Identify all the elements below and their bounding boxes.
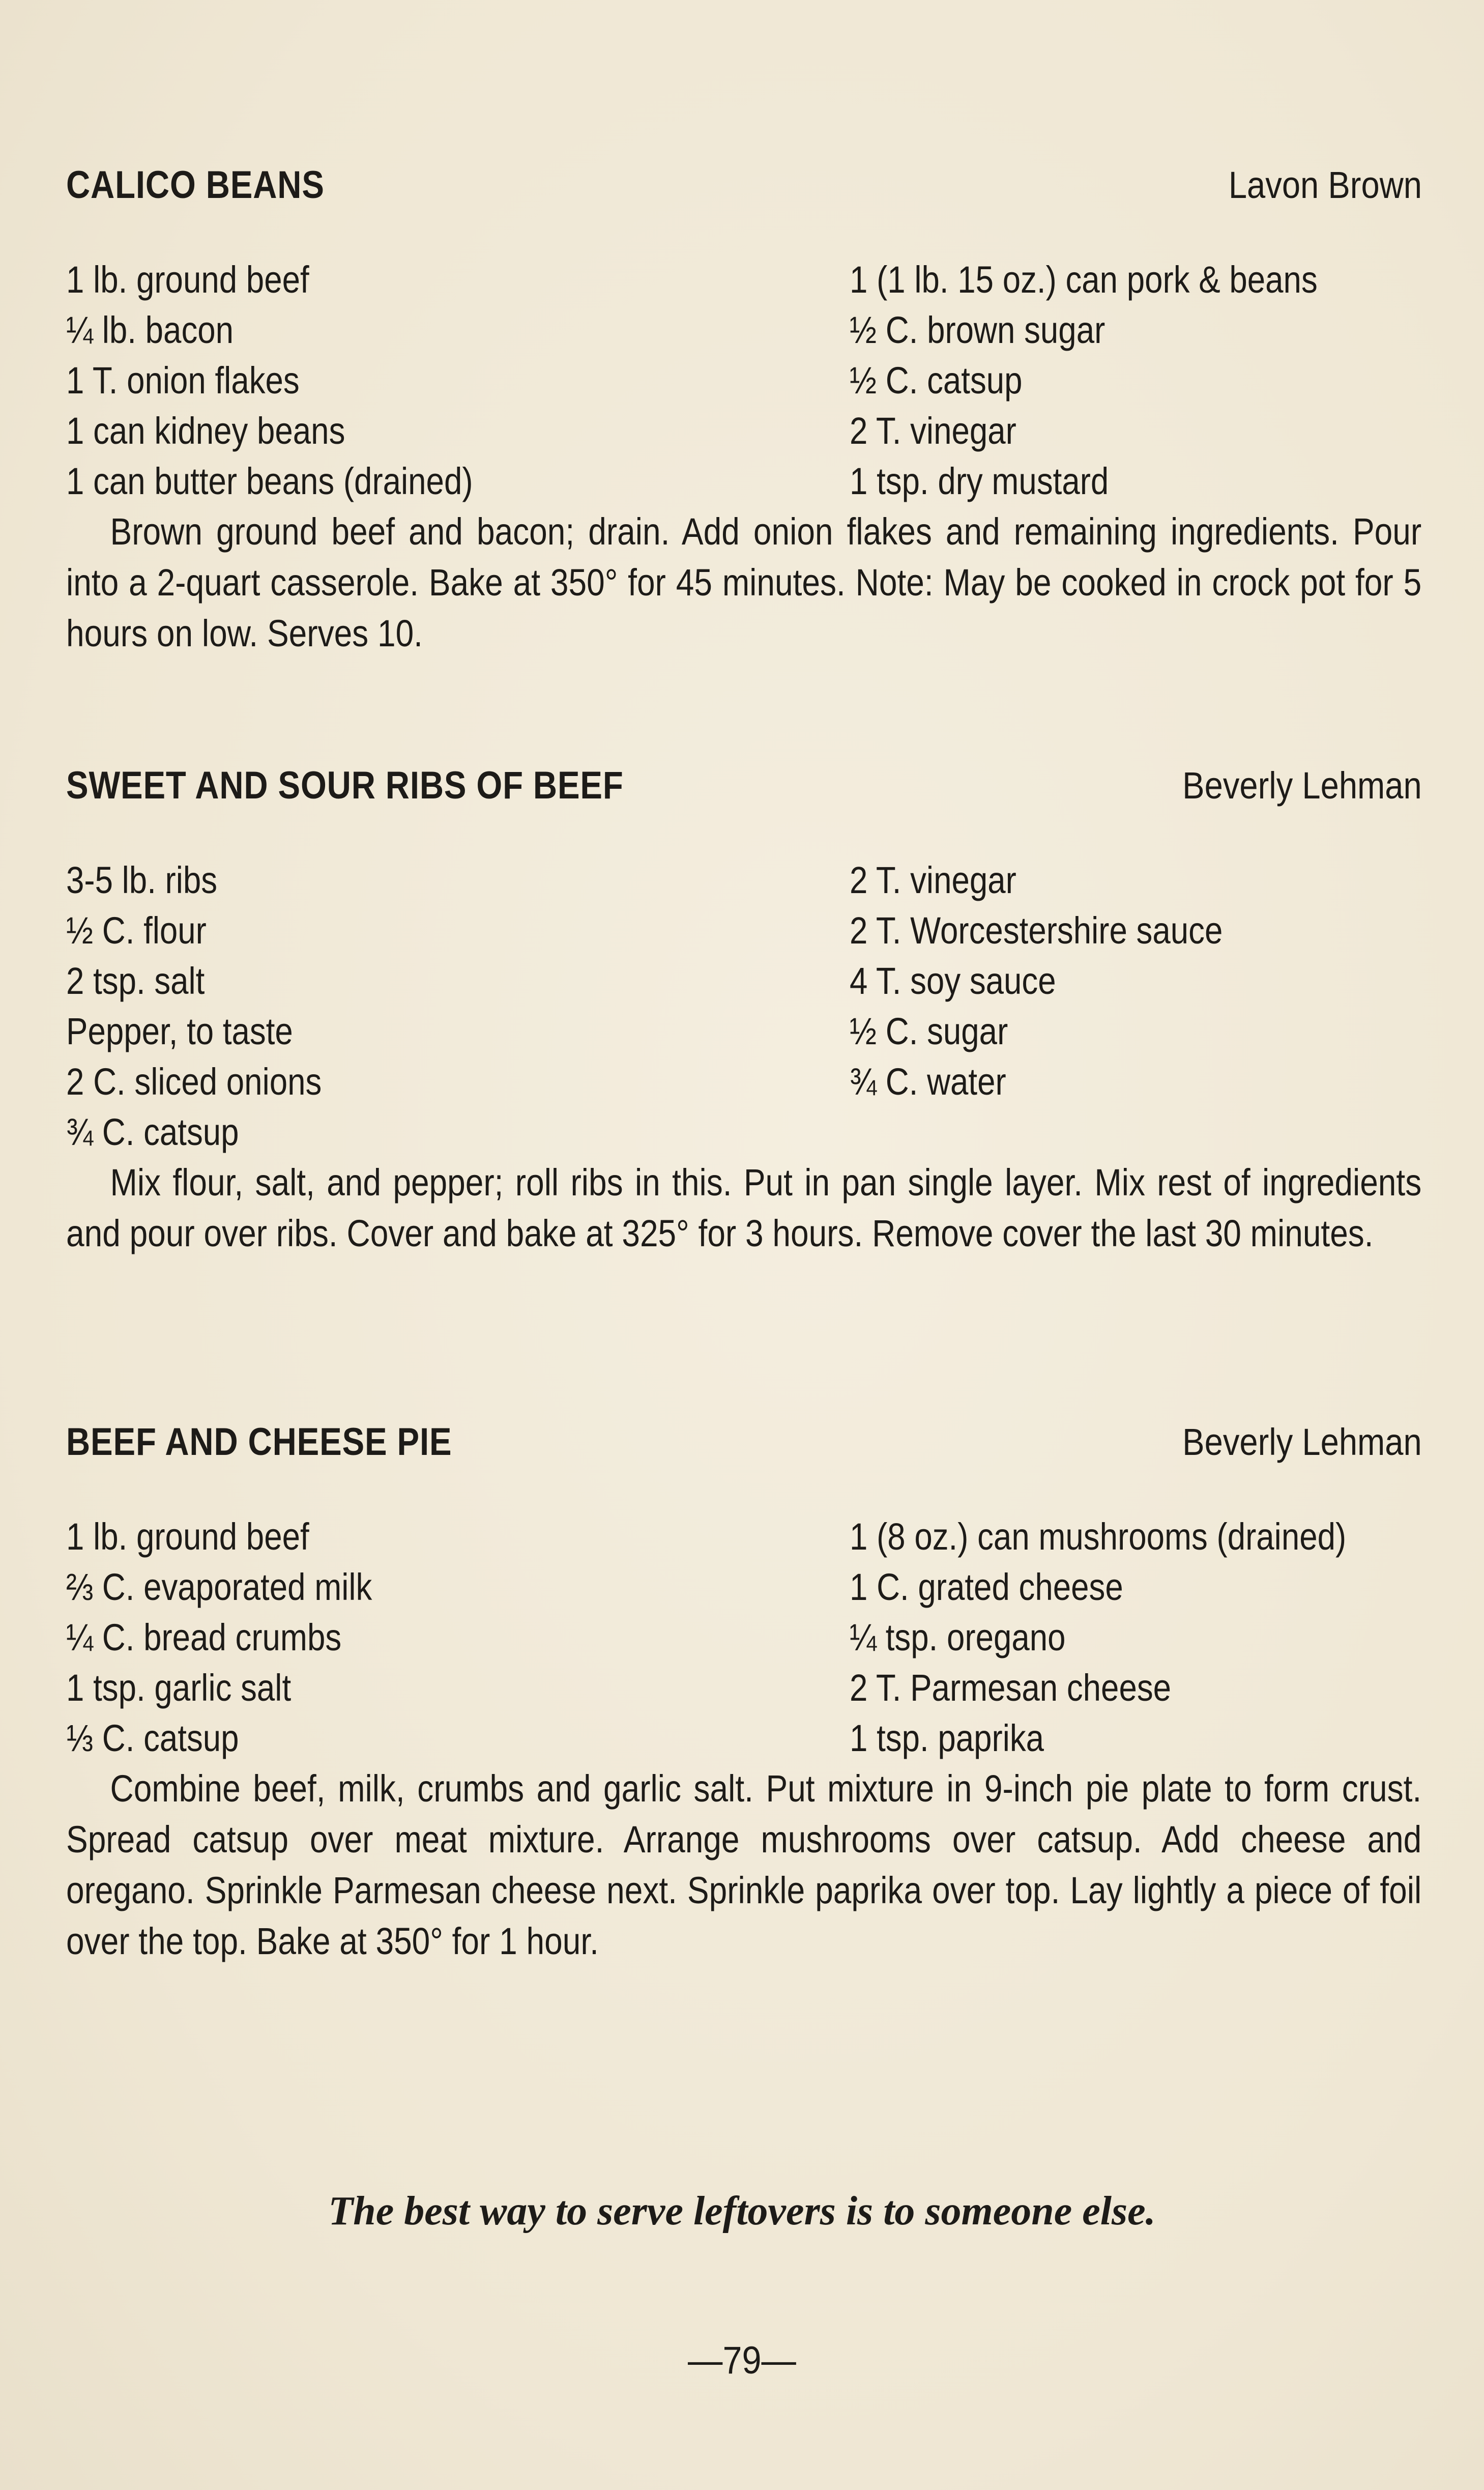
footer-quote: The best way to serve leftovers is to someone else. bbox=[328, 2189, 1156, 2234]
recipe-author: Lavon Brown bbox=[1228, 164, 1422, 206]
ingredient: 2 T. Worcestershire sauce bbox=[850, 909, 1223, 952]
recipe-author: Beverly Lehman bbox=[1182, 1421, 1422, 1463]
ingredient: 1 can kidney beans bbox=[66, 410, 345, 452]
recipe-sweet-and-sour-ribs bbox=[66, 763, 1422, 1259]
recipe-title: SWEET AND SOUR RIBS OF BEEF bbox=[66, 764, 624, 807]
ingredient: 1 (8 oz.) can mushrooms (drained) bbox=[850, 1515, 1347, 1558]
recipe-directions: Brown ground beef and bacon; drain. Add onion flakes and remaining ingredients. Pour into a 2-quart casserole. Bake at 350° for 45 minutes. Note: May be cooked in crock pot for 5 hours on low. Serves 10. bbox=[66, 510, 1422, 654]
ingredient: ½ C. brown sugar bbox=[850, 309, 1105, 351]
ingredient: 2 T. vinegar bbox=[850, 410, 1016, 452]
ingredient-column-right bbox=[850, 855, 1422, 1157]
ingredient-list bbox=[66, 855, 1422, 1157]
ingredient: 1 C. grated cheese bbox=[850, 1566, 1123, 1608]
ingredient: ¼ C. bread crumbs bbox=[66, 1616, 342, 1658]
ingredient-column-left bbox=[66, 254, 850, 506]
recipe-beef-and-cheese-pie bbox=[66, 1420, 1422, 1967]
recipe-directions: Combine beef, milk, crumbs and garlic salt. Put mixture in 9-inch pie plate to form crust. Spread catsup over meat mixture. Arrange mushrooms over catsup. Add cheese and oregano. Sprinkle Parmesan cheese next. Sprinkle paprika over top. Lay lightly a piece of foil over the top. Bake at 350° for 1 hour. bbox=[66, 1767, 1422, 1962]
recipe-directions: Mix flour, salt, and pepper; roll ribs in this. Put in pan single layer. Mix rest of ingredients and pour over ribs. Cover and bake at 325° for 3 hours. Remove cover the last 30 minutes. bbox=[66, 1161, 1422, 1254]
ingredient: ¼ lb. bacon bbox=[66, 309, 234, 351]
ingredient: 1 tsp. paprika bbox=[850, 1717, 1044, 1759]
ingredient: 1 (1 lb. 15 oz.) can pork & beans bbox=[850, 259, 1318, 301]
ingredient: ½ C. flour bbox=[66, 909, 207, 952]
ingredient: 1 can butter beans (drained) bbox=[66, 460, 473, 502]
ingredient: 1 T. onion flakes bbox=[66, 359, 300, 402]
ingredient: 4 T. soy sauce bbox=[850, 960, 1056, 1002]
ingredient: ½ C. catsup bbox=[850, 359, 1023, 402]
ingredient-column-left bbox=[66, 855, 850, 1157]
recipe-title: BEEF AND CHEESE PIE bbox=[66, 1420, 452, 1464]
ingredient-list bbox=[66, 1511, 1422, 1763]
recipe-header bbox=[66, 163, 1422, 219]
recipe-author: Beverly Lehman bbox=[1182, 764, 1422, 807]
ingredient: 2 tsp. salt bbox=[66, 960, 205, 1002]
recipe-header bbox=[66, 763, 1422, 819]
page-number: —79— bbox=[688, 2339, 796, 2382]
ingredient: 2 T. Parmesan cheese bbox=[850, 1667, 1172, 1709]
ingredient-column-left bbox=[66, 1511, 850, 1763]
ingredient: 1 lb. ground beef bbox=[66, 1515, 309, 1558]
ingredient: ¾ C. water bbox=[850, 1061, 1006, 1103]
ingredient: ⅔ C. evaporated milk bbox=[66, 1566, 372, 1608]
recipe-calico-beans bbox=[66, 163, 1422, 659]
recipe-header bbox=[66, 1420, 1422, 1476]
ingredient-column-right bbox=[850, 1511, 1422, 1763]
ingredient-list bbox=[66, 254, 1422, 506]
ingredient: 1 lb. ground beef bbox=[66, 259, 309, 301]
ingredient: ¾ C. catsup bbox=[66, 1111, 239, 1153]
ingredient: 2 C. sliced onions bbox=[66, 1061, 322, 1103]
ingredient: 1 tsp. garlic salt bbox=[66, 1667, 292, 1709]
ingredient: 2 T. vinegar bbox=[850, 859, 1016, 901]
recipe-title: CALICO BEANS bbox=[66, 163, 325, 207]
ingredient: 3-5 lb. ribs bbox=[66, 859, 218, 901]
ingredient: Pepper, to taste bbox=[66, 1010, 293, 1052]
ingredient-column-right bbox=[850, 254, 1422, 506]
ingredient: 1 tsp. dry mustard bbox=[850, 460, 1109, 502]
ingredient: ⅓ C. catsup bbox=[66, 1717, 239, 1759]
ingredient: ½ C. sugar bbox=[850, 1010, 1008, 1052]
ingredient: ¼ tsp. oregano bbox=[850, 1616, 1066, 1658]
